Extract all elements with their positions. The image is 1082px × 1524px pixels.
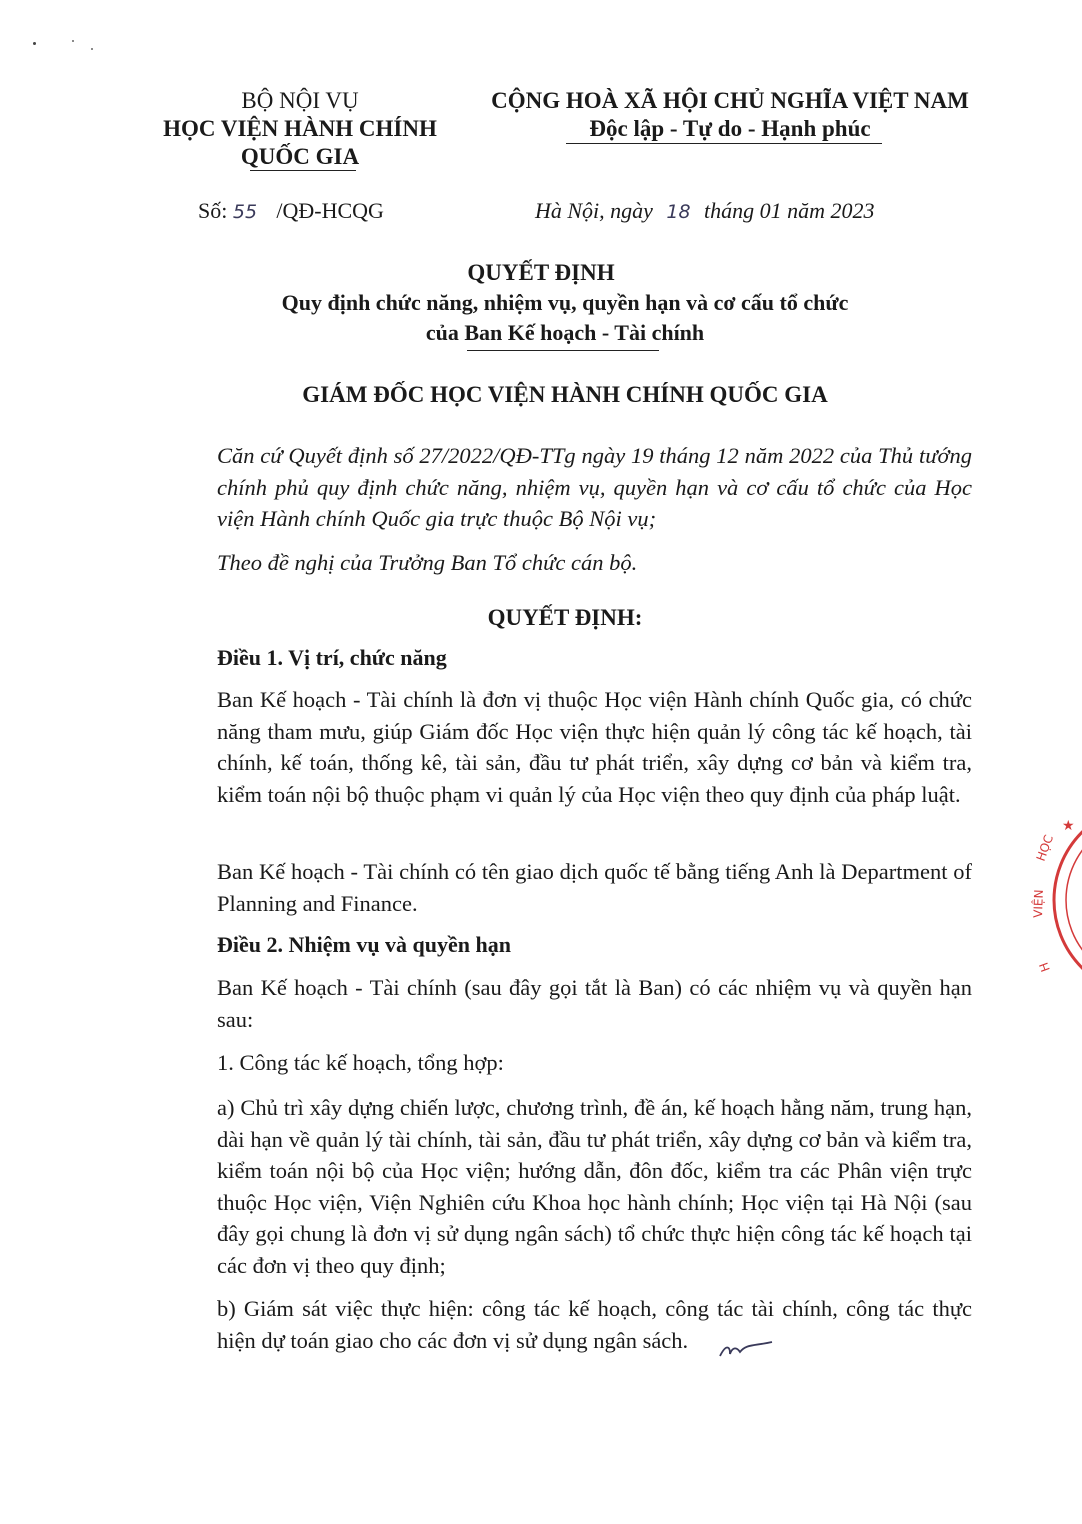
scan-speck (91, 48, 93, 50)
article2-intro (151, 972, 972, 1035)
scan-speck (72, 40, 74, 42)
article2-item-a-text: a) Chủ trì xây dựng chiến lược, chương trình, đề án, kế hoạch hằng năm, trung hạn, dài hạn về quản lý tài chính, tài sản, đầu tư phát triển, xây dựng cơ bản và kiểm tra, kiểm toán nội bộ của Học viện; hướng dẫn, đôn đốc, kiểm tra các Phân viện trực thuộc Học viện, Viện Nghiên cứu Khoa học hành chính; Học viện tại Hà Nội (sau đây gọi chung là đơn vị sử dụng ngân sách) tổ chức thực hiện công tác kế hoạch tại các đơn vị theo quy định; (217, 1095, 972, 1278)
scan-speck (33, 42, 36, 45)
svg-text:★: ★ (1062, 818, 1075, 834)
decision-subtitle-line2: của Ban Kế hoạch - Tài chính (425, 320, 705, 345)
motto-underline (566, 143, 882, 144)
svg-text:VIỆN: VIỆN (1031, 889, 1046, 919)
article2-section1-text: 1. Công tác kế hoạch, tổng hợp: (217, 1050, 504, 1075)
decision-title: QUYẾT ĐỊNH (467, 260, 615, 285)
article2-heading: Điều 2. Nhiệm vụ và quyền hạn (217, 932, 512, 957)
legal-basis-text: Căn cứ Quyết định số 27/2022/QĐ-TTg ngày 19 tháng 12 năm 2022 của Thủ tướng chính phủ quy định chức năng, nhiệm vụ, quyền hạn và cơ cấu tổ chức của Học viện Hành chính Quốc gia trực thuộc Bộ Nội vụ; (217, 443, 972, 531)
number-suffix: /QĐ-HCQG (276, 198, 384, 223)
date-day-handwritten: 18 (666, 201, 691, 223)
article1-paragraph1-text: Ban Kế hoạch - Tài chính là đơn vị thuộc Học viện Hành chính Quốc gia, có chức năng tham mưu, giúp Giám đốc Học viện thực hiện quản lý công tác kế hoạch, tài chính, kế toán, thống kê, tài sản, đầu tư phát triển, xây dựng cơ bản và kiểm tra, kiểm toán nội bộ thuộc phạm vi quản lý của Học viện theo quy định của pháp luật. (217, 687, 972, 807)
decision-number (198, 196, 384, 227)
title-underline (467, 350, 659, 351)
date-suffix: tháng 01 năm 2023 (703, 198, 875, 223)
article1-paragraph2 (151, 856, 972, 919)
decision-subtitle-line1: Quy định chức năng, nhiệm vụ, quyền hạn và cơ cấu tổ chức (281, 290, 849, 315)
academy-name-line2: QUỐC GIA (240, 144, 360, 169)
left-header-underline (250, 170, 356, 171)
svg-text:H: H (1036, 960, 1053, 974)
decision-heading: QUYẾT ĐỊNH: (487, 605, 643, 630)
number-handwritten: 55 (232, 201, 258, 223)
issue-date (535, 196, 874, 227)
article1-heading: Điều 1. Vị trí, chức năng (217, 645, 447, 670)
motto: Độc lập - Tự do - Hạnh phúc (589, 116, 871, 141)
date-prefix: Hà Nội, ngày (535, 198, 653, 223)
article2-section1 (151, 1047, 972, 1079)
proposal-text: Theo đề nghị của Trưởng Ban Tổ chức cán bộ. (217, 550, 638, 575)
republic-title: CỘNG HOÀ XÃ HỘI CHỦ NGHĨA VIỆT NAM (491, 88, 969, 113)
article2-item-a (151, 1092, 972, 1281)
initial-signature-mark (716, 1334, 776, 1364)
academy-name-line1: HỌC VIỆN HÀNH CHÍNH (163, 116, 437, 141)
svg-text:HỌC: HỌC (1033, 832, 1057, 864)
article1-paragraph1 (151, 684, 972, 810)
article2-intro-text: Ban Kế hoạch - Tài chính (sau đây gọi tắt là Ban) có các nhiệm vụ và quyền hạn sau: (217, 975, 972, 1032)
article2-item-b-text: b) Giám sát việc thực hiện: công tác kế hoạch, công tác tài chính, công tác thực hiện dự toán giao cho các đơn vị sử dụng ngân sách. (217, 1296, 972, 1353)
legal-basis (151, 440, 972, 535)
red-seal-stamp (1030, 800, 1082, 1000)
ministry-name: BỘ NỘI VỤ (241, 88, 359, 113)
issuing-authority: GIÁM ĐỐC HỌC VIỆN HÀNH CHÍNH QUỐC GIA (302, 382, 828, 407)
article2-item-b (151, 1293, 972, 1356)
article1-paragraph2-text: Ban Kế hoạch - Tài chính có tên giao dịch quốc tế bằng tiếng Anh là Department of Planning and Finance. (217, 859, 972, 916)
proposal (151, 547, 972, 579)
number-prefix: Số: (198, 198, 228, 223)
